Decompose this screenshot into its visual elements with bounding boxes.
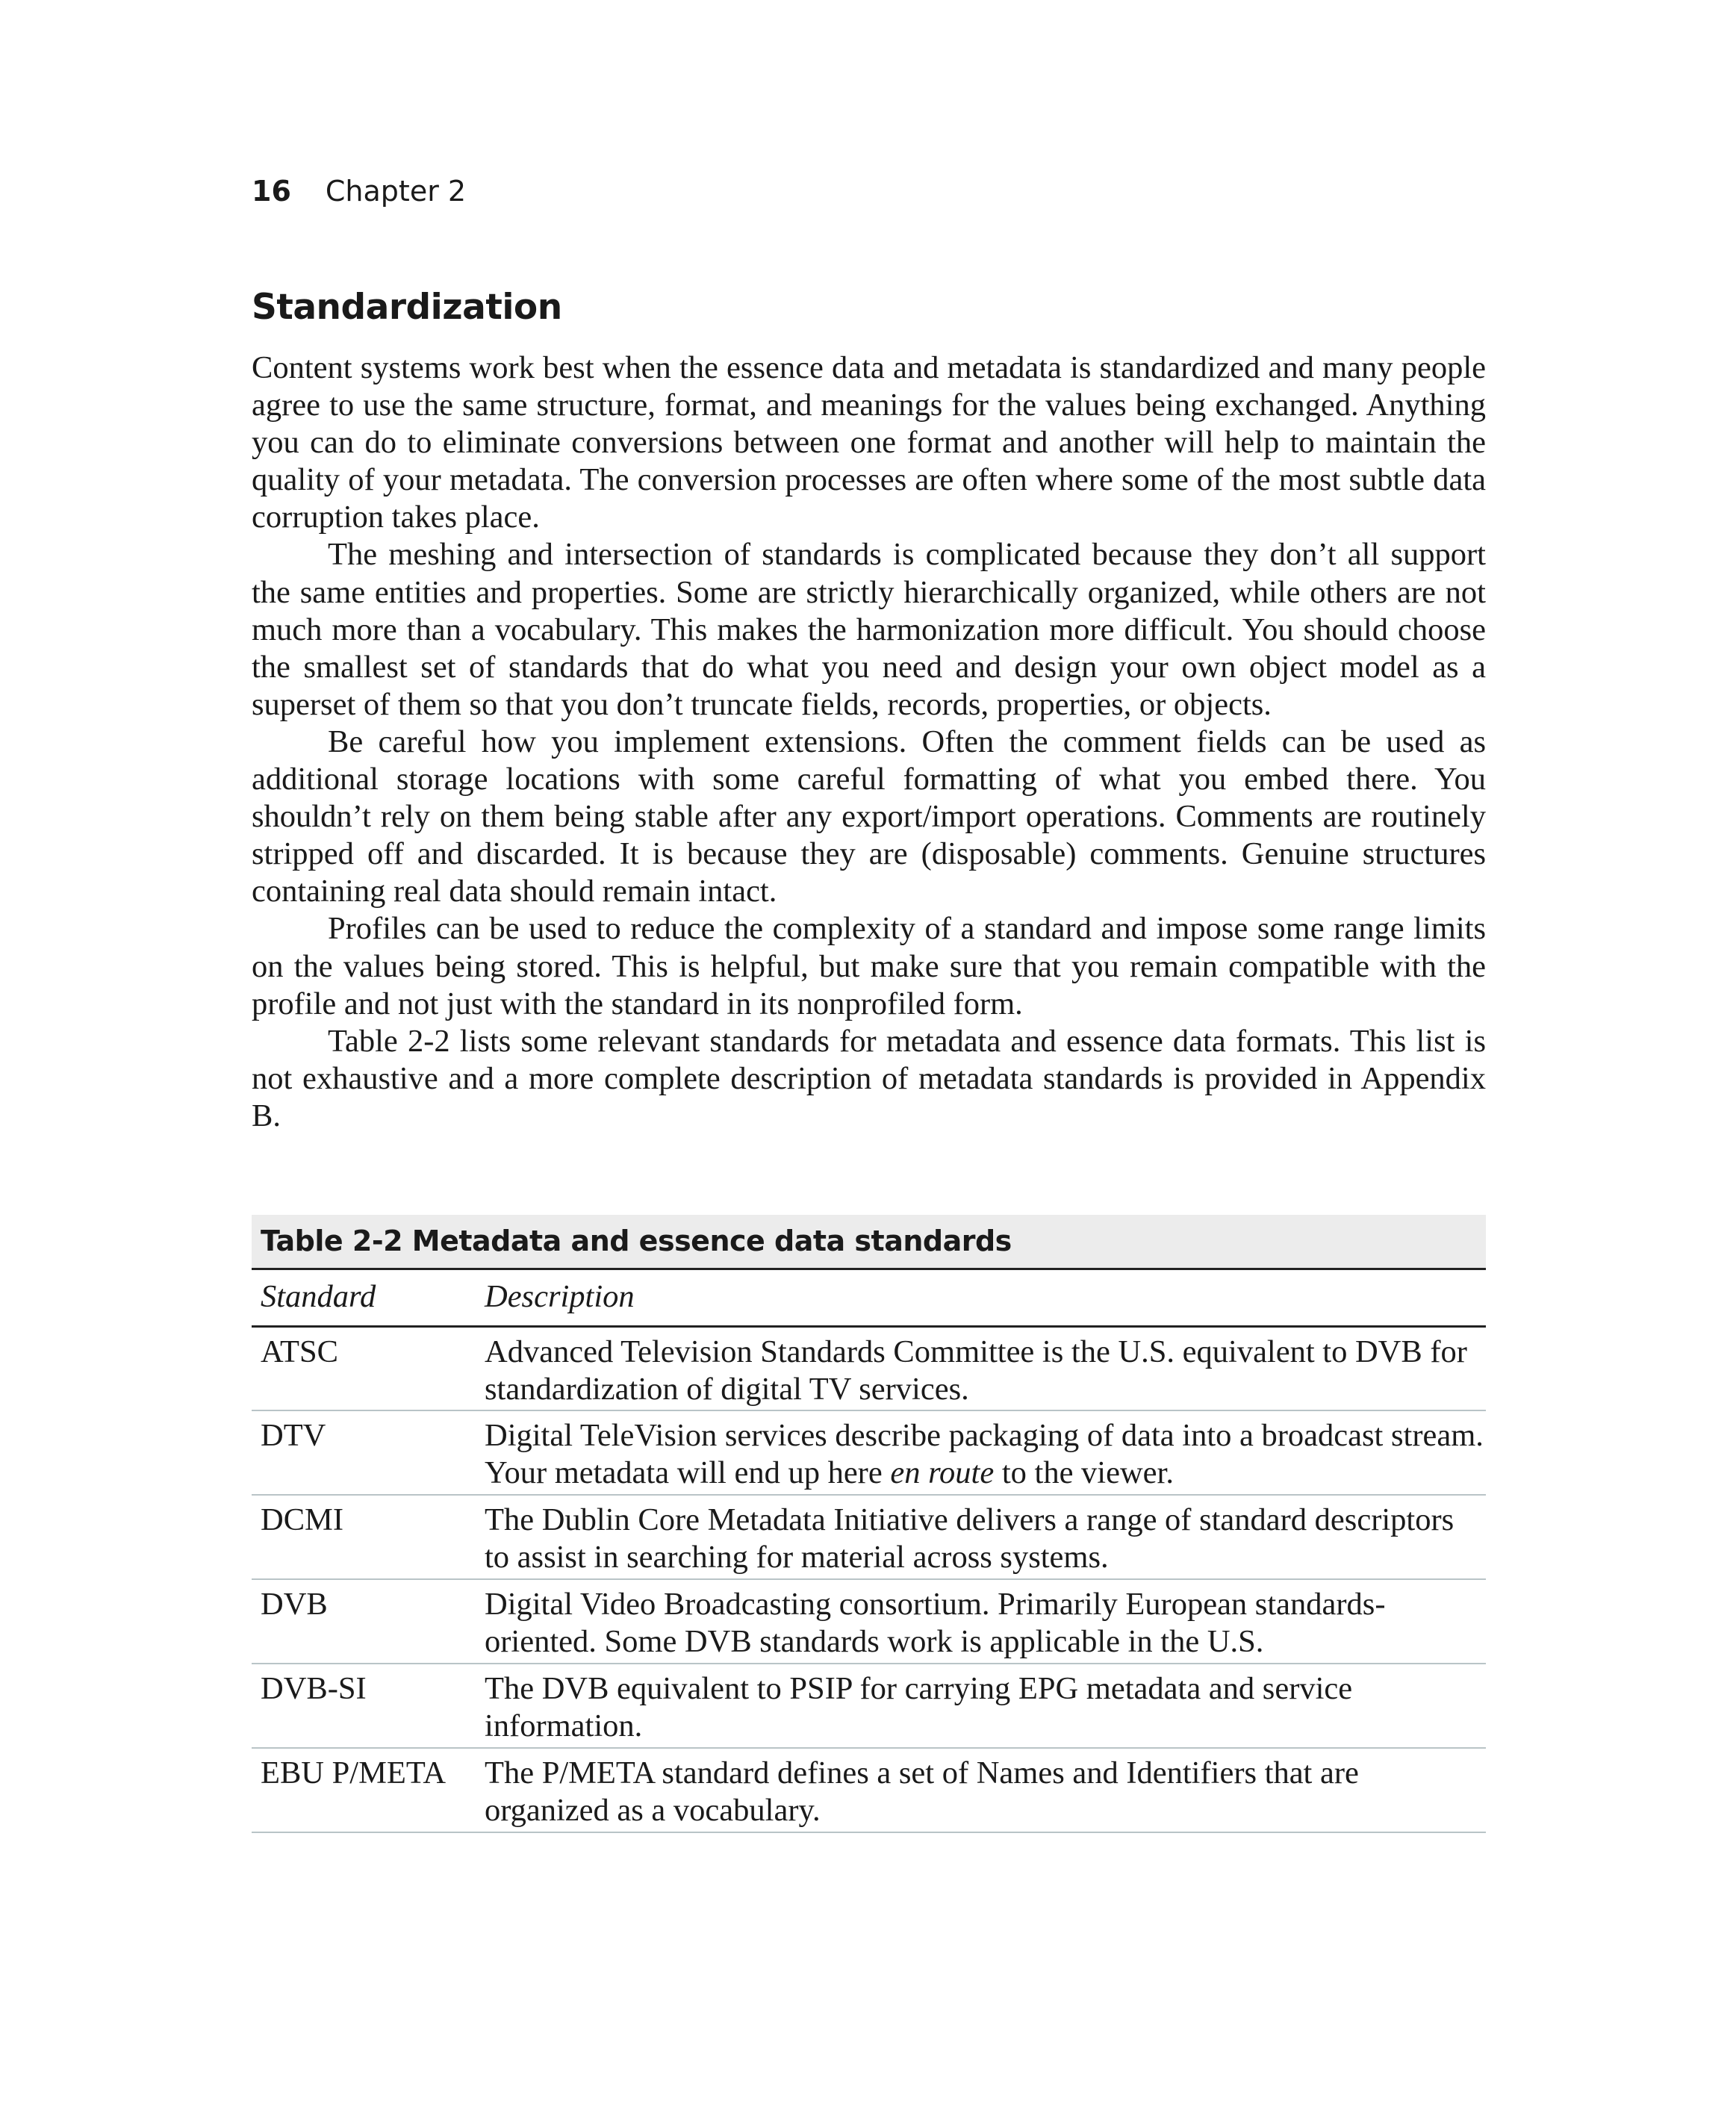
running-head (252, 173, 466, 209)
paragraph: Table 2-2 lists some relevant standards for metadata and essence data formats. This list is not exhaustive and a more complete description of metadata standards is provided in Appendix B. (252, 1023, 1486, 1133)
paragraph: Profiles can be used to reduce the complexity of a standard and impose some range limits on the values being stored. This is helpful, but make sure that you remain compatible with the profile and not just with the standard in its nonprofiled form. (252, 911, 1486, 1021)
standard-cell: EBU P/META (252, 1748, 485, 1832)
standard-cell: ATSC (252, 1326, 485, 1410)
table-row (252, 1664, 1486, 1748)
table-row (252, 1748, 1486, 1832)
column-header-standard: Standard (252, 1270, 485, 1326)
description-cell: The P/META standard defines a set of Names and Identifiers that are organized as a vocabulary. (485, 1748, 1486, 1832)
standard-cell: DVB-SI (252, 1664, 485, 1748)
description-text: Digital TeleVision services describe packaging of data into a broadcast stream. Your metadata will end up here (485, 1418, 1484, 1490)
table-header-row (252, 1270, 1486, 1326)
column-header-description: Description (485, 1270, 1486, 1326)
table-row (252, 1579, 1486, 1664)
description-cell: Digital Video Broadcasting consortium. Primarily European standards-oriented. Some DVB standards work is applicable in the U.S. (485, 1579, 1486, 1664)
standards-table-block (252, 1215, 1486, 1833)
description-text: to the viewer. (994, 1455, 1174, 1490)
standard-cell: DVB (252, 1579, 485, 1664)
paragraph: The meshing and intersection of standards is complicated because they don’t all support the same entities and properties. Some are strictly hierarchically organized, while others are not much more than a vocabulary. This makes the harmonization more difficult. You should choose the smallest set of standards that do what you need and design your own object model as a superset of them so that you don’t truncate fields, records, properties, or objects. (252, 537, 1486, 722)
chapter-label: Chapter 2 (325, 175, 467, 208)
table-row (252, 1326, 1486, 1410)
description-cell: The DVB equivalent to PSIP for carrying EPG metadata and service information. (485, 1664, 1486, 1748)
description-emphasis: en route (890, 1455, 995, 1490)
table-title: Table 2-2 Metadata and essence data standards (252, 1215, 1486, 1270)
standard-cell: DTV (252, 1410, 485, 1495)
paragraph: Be careful how you implement extensions. Often the comment fields can be used as additional storage locations with some careful formatting of what you embed there. You shouldn’t rely on them being stable after any export/import operations. Comments are routinely stripped off and discarded. It is because they are (disposable) comments. Genuine structures containing real data should remain intact. (252, 724, 1486, 909)
standards-table (252, 1270, 1486, 1833)
table-row (252, 1410, 1486, 1495)
description-cell: Advanced Television Standards Committee is the U.S. equivalent to DVB for standardization of digital TV services. (485, 1326, 1486, 1410)
table-row (252, 1495, 1486, 1579)
body-text (252, 349, 1486, 1135)
description-cell (485, 1410, 1486, 1495)
standard-cell: DCMI (252, 1495, 485, 1579)
section-heading: Standardization (252, 287, 562, 328)
paragraph: Content systems work best when the essence data and metadata is standardized and many people agree to use the same structure, format, and meanings for the values being exchanged. Anything you can do to eliminate conversions between one format and another will help to maintain the quality of your metadata. The conversion processes are often where some of the most subtle data corruption takes place. (252, 350, 1486, 535)
description-cell: The Dublin Core Metadata Initiative delivers a range of standard descriptors to assist in searching for material across systems. (485, 1495, 1486, 1579)
page-number: 16 (252, 175, 291, 208)
